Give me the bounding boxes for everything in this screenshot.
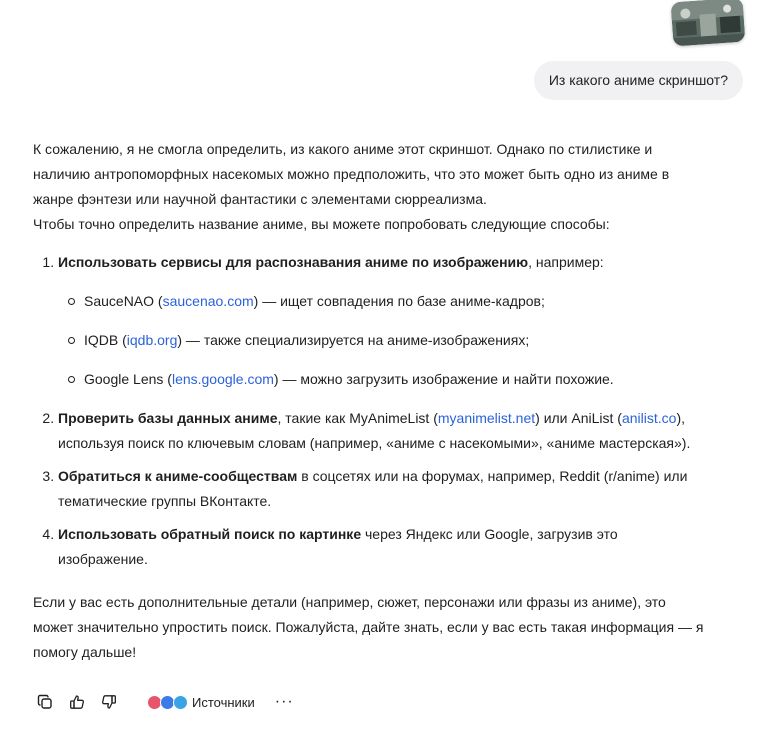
step-item-2 — [58, 406, 705, 456]
copy-icon — [37, 694, 53, 710]
like-button[interactable] — [65, 690, 89, 714]
source-favicon-3-icon — [173, 695, 188, 710]
step-2-text-a: , такие как MyAnimeList ( — [277, 410, 438, 426]
message-actions-toolbar — [33, 690, 294, 714]
step-item-4 — [58, 522, 705, 572]
attached-image-thumbnail[interactable] — [671, 0, 746, 46]
services-list — [58, 289, 705, 392]
service-1-desc: ) — ищет совпадения по базе аниме-кадров; — [253, 293, 545, 309]
step-3-title: Обратиться к аниме-сообществам — [58, 468, 298, 484]
service-item-iqdb — [62, 328, 705, 353]
assistant-answer — [33, 137, 705, 665]
saucenao-link[interactable]: saucenao.com — [162, 293, 254, 309]
step-2-text-b: ) или AniList ( — [535, 410, 622, 426]
myanimelist-link[interactable]: myanimelist.net — [437, 410, 536, 426]
sources-label: Источники — [192, 694, 255, 710]
user-message-bubble — [534, 61, 743, 100]
screenshot-thumbnail-picture — [671, 0, 746, 46]
copy-button[interactable] — [33, 690, 57, 714]
service-item-saucenao — [62, 289, 705, 314]
service-2-desc: ) — также специализируется на аниме-изображениях; — [177, 332, 530, 348]
thumbs-up-icon — [69, 694, 85, 710]
source-favicons — [147, 695, 186, 710]
step-1-title: Использовать сервисы для распознавания аниме по изображению — [58, 254, 529, 270]
step-2-text-c: ), используя поиск по ключевым словам (например, «аниме с насекомыми», «аниме мастерская»). — [58, 410, 691, 451]
answer-outro: Если у вас есть дополнительные детали (например, сюжет, персонажи или фразы из аниме), это может значительно упростить поиск. Пожалуйста, дайте знать, если у вас есть такая информация — я помогу дальше! — [33, 594, 704, 660]
step-4-text: через Яндекс или Google, загрузив это изображение. — [58, 526, 618, 567]
answer-intro-line-1: К сожалению, я не смогла определить, из какого аниме этот скриншот. Однако по стилистике и наличию антропоморфных насекомых можно предположить, что это может быть одно из аниме в жанре фэнтези или научной фантастики с элементами сюрреализма. — [33, 141, 670, 207]
user-message-text: Из какого аниме скриншот? — [548, 72, 728, 88]
service-3-desc: ) — можно загрузить изображение и найти похожие. — [273, 371, 614, 387]
thumbs-down-icon — [101, 694, 117, 710]
step-item-3 — [58, 464, 705, 514]
service-3-name: Google Lens ( — [84, 371, 172, 387]
more-options-button[interactable]: ··· — [274, 693, 294, 710]
anilist-link[interactable]: anilist.co — [621, 410, 677, 426]
service-item-google-lens — [62, 367, 705, 392]
google-lens-link[interactable]: lens.google.com — [171, 371, 274, 387]
answer-intro-line-2: Чтобы точно определить название аниме, вы можете попробовать следующие способы: — [33, 216, 610, 232]
iqdb-link[interactable]: iqdb.org — [126, 332, 178, 348]
step-2-title: Проверить базы данных аниме — [58, 410, 278, 426]
service-2-name: IQDB ( — [84, 332, 127, 348]
step-4-title: Использовать обратный поиск по картинке — [58, 526, 362, 542]
dislike-button[interactable] — [97, 690, 121, 714]
service-1-name: SauceNAO ( — [84, 293, 163, 309]
step-item-1 — [58, 250, 705, 392]
step-3-text: в соцсетях или на форумах, например, Reddit (r/anime) или тематические группы ВКонтакте. — [58, 468, 688, 509]
steps-list — [33, 250, 705, 572]
answer-intro — [33, 137, 705, 237]
step-1-text: , например: — [528, 254, 604, 270]
sources-button[interactable] — [147, 695, 255, 710]
